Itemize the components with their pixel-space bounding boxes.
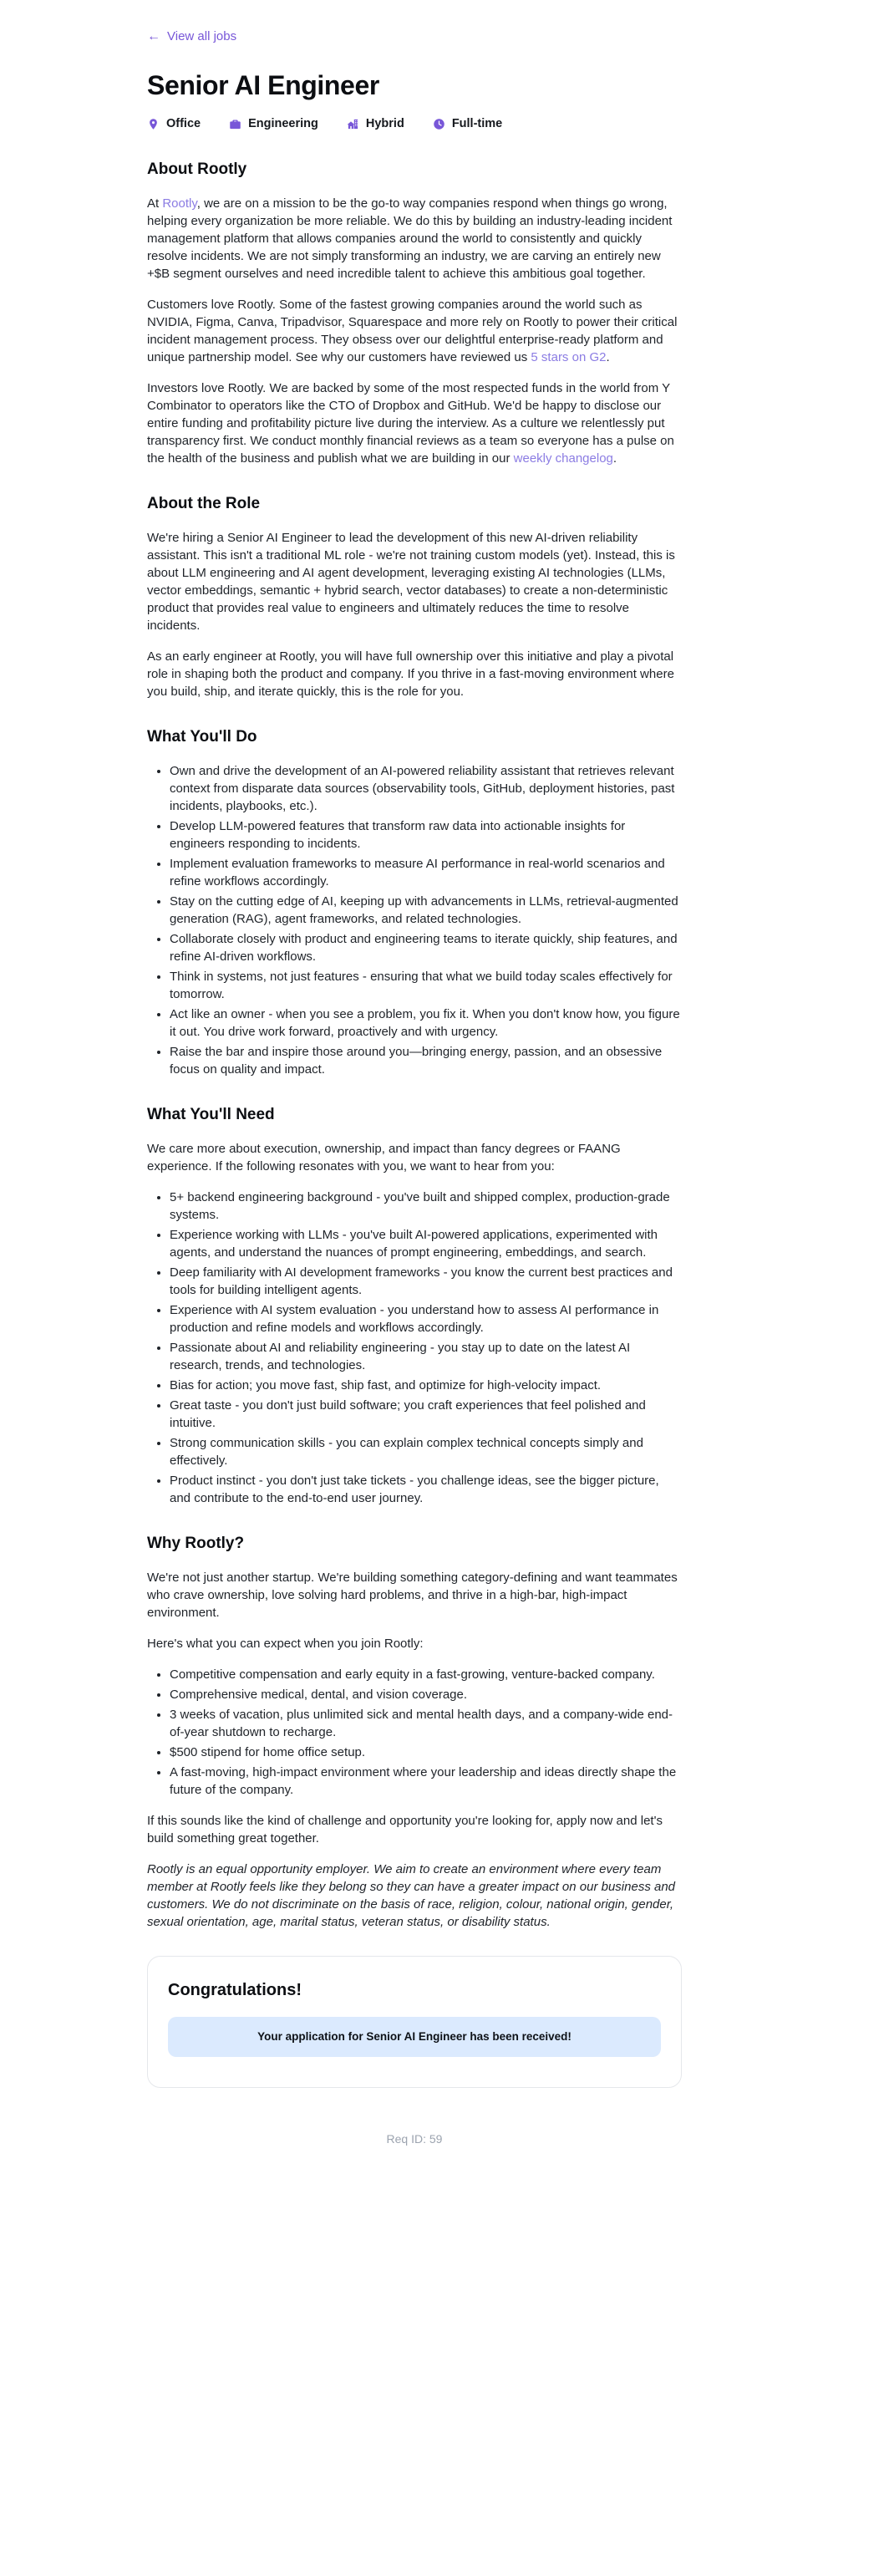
- weekly-changelog-link[interactable]: weekly changelog: [513, 451, 613, 466]
- text-segment: , we are on a mission to be the go-to way companies respond when things go wrong, helping every organization be more reliable. We do this by building an industry-leading incident management platform that allows companies around the world to consistently and quickly resolve incidents. We are not simply transforming an industry, we are carving an entirely new +$B segment ourselves and need incredible talent to achieve this ambitious goal together.: [147, 196, 673, 281]
- what-youll-do-list: [147, 762, 682, 1078]
- list-item: • Raise the bar and inspire those around you—bringing energy, passion, and an obsessive focus on quality and impact.: [170, 1043, 682, 1078]
- view-all-jobs-link[interactable]: [147, 28, 236, 45]
- about-rootly-paragraph-3: [147, 379, 682, 467]
- rootly-link[interactable]: Rootly: [162, 196, 197, 211]
- house-building-icon: [347, 118, 359, 130]
- list-item: • Comprehensive medical, dental, and vision coverage.: [170, 1686, 682, 1703]
- badge-label: Full-time: [451, 117, 503, 130]
- closing-paragraph: If this sounds like the kind of challenge and opportunity you're looking for, apply now and let's build something great together.: [147, 1814, 663, 1845]
- badge-label: Office: [166, 117, 201, 130]
- left-arrow-icon: ←: [147, 28, 160, 43]
- application-received-banner: Your application for Senior AI Engineer has been received!: [168, 2017, 661, 2057]
- text-segment: .: [612, 451, 617, 466]
- badge-location: [147, 115, 201, 133]
- clock-icon: [433, 118, 445, 130]
- text-segment: .: [606, 350, 610, 364]
- section-heading-about-rootly: About Rootly: [147, 160, 247, 178]
- job-meta-badges: [147, 115, 682, 133]
- equal-opportunity-statement: Rootly is an equal opportunity employer. We aim to create an environment where every team member at Rootly feels like they belong so they can have a greater impact on our business and customers. We do not discriminate on the basis of race, religion, colour, national origin, gender, sexual orientation, age, marital status, veteran status, or disability status.: [147, 1862, 676, 1929]
- list-item: • Own and drive the development of an AI-powered reliability assistant that retrieves relevant context from disparate data sources (observability tools, GitHub, deployment histories, past incidents, playbooks, etc.).: [170, 762, 682, 815]
- list-item: • Deep familiarity with AI development frameworks - you know the current best practices and tools for building intelligent agents.: [170, 1264, 682, 1299]
- job-posting-page: [147, 0, 682, 2146]
- list-item: • Implement evaluation frameworks to measure AI performance in real-world scenarios and refine workflows accordingly.: [170, 855, 682, 890]
- list-item: • Product instinct - you don't just take tickets - you challenge ideas, see the bigger picture, and contribute to the end-to-end user journey.: [170, 1472, 682, 1507]
- what-youll-need-list: [147, 1189, 682, 1507]
- congratulations-heading: Congratulations!: [168, 1981, 302, 1999]
- list-item: • Experience working with LLMs - you've built AI-powered applications, experimented with agents, and understand the nuances of prompt engineering, embeddings, and search.: [170, 1226, 682, 1261]
- list-item: • Great taste - you don't just build software; you craft experiences that feel polished and intuitive.: [170, 1397, 682, 1432]
- text-segment: Investors love Rootly. We are backed by some of the most respected funds in the world from Y Combinator to operators like the CTO of Dropbox and GitHub. We'd be happy to disclose our entire funding and profitability picture live during the interview. As a culture we relentlessly put transparency first. We conduct monthly financial reviews as a team so everyone has a pulse on the health of the business and publish what we are building in our: [147, 381, 674, 466]
- text-segment: At: [147, 196, 163, 211]
- section-heading-about-role: About the Role: [147, 495, 261, 512]
- list-item: • Experience with AI system evaluation - you understand how to assess AI performance in production and refine models and workflows accordingly.: [170, 1301, 682, 1336]
- badge-department: [229, 115, 318, 133]
- back-link-label: View all jobs: [167, 29, 237, 43]
- badge-workplace: [347, 115, 404, 133]
- badge-label: Hybrid: [365, 117, 404, 130]
- about-rootly-paragraph-1: [147, 195, 682, 283]
- list-item: • Develop LLM-powered features that transform raw data into actionable insights for engineers responding to incidents.: [170, 817, 682, 853]
- what-youll-need-intro: We care more about execution, ownership, and impact than fancy degrees or FAANG experience. If the following resonates with you, we want to hear from you:: [147, 1142, 621, 1173]
- section-heading-what-youll-do: What You'll Do: [147, 728, 257, 746]
- list-item: • Collaborate closely with product and engineering teams to iterate quickly, ship features, and refine AI-driven workflows.: [170, 930, 682, 965]
- list-item: • 3 weeks of vacation, plus unlimited sick and mental health days, and a company-wide end-of-year shutdown to recharge.: [170, 1706, 682, 1741]
- briefcase-icon: [229, 118, 241, 130]
- list-item: • Act like an owner - when you see a problem, you fix it. When you don't know how, you figure it out. You drive work forward, proactively and with urgency.: [170, 1005, 682, 1041]
- g2-reviews-link[interactable]: 5 stars on G2: [531, 350, 607, 364]
- map-pin-icon: [147, 118, 160, 130]
- about-role-paragraph-2: As an early engineer at Rootly, you will have full ownership over this initiative and play a pivotal role in shaping both the product and company. If you thrive in a fast-moving environment where you build, ship, and iterate quickly, this is the role for you.: [147, 649, 674, 699]
- page-title: Senior AI Engineer: [147, 70, 379, 100]
- list-item: • Passionate about AI and reliability engineering - you stay up to date on the latest AI research, trends, and technologies.: [170, 1339, 682, 1374]
- benefits-list: [147, 1666, 682, 1799]
- why-rootly-paragraph-1: We're not just another startup. We're building something category-defining and want teammates who crave ownership, love solving hard problems, and thrive in a high-bar, high-impact environment.: [147, 1571, 678, 1620]
- list-item: • 5+ backend engineering background - you've built and shipped complex, production-grade systems.: [170, 1189, 682, 1224]
- list-item: • Bias for action; you move fast, ship fast, and optimize for high-velocity impact.: [170, 1377, 682, 1394]
- req-id-label: Req ID: 59: [386, 2132, 443, 2146]
- list-item: • Think in systems, not just features - ensuring that what we build today scales effectively for tomorrow.: [170, 968, 682, 1003]
- about-role-paragraph-1: We're hiring a Senior AI Engineer to lead the development of this new AI-driven reliability assistant. This isn't a traditional ML role - we're not training custom models (yet). Instead, this is about LLM engineering and AI agent development, leveraging existing AI technologies (LLMs, vector embeddings, semantic + hybrid search, vector databases) to create a non-deterministic product that provides real value to engineers and ultimately reduces the time to resolve incidents.: [147, 531, 675, 633]
- list-item: • Strong communication skills - you can explain complex technical concepts simply and effectively.: [170, 1434, 682, 1469]
- list-item: • Competitive compensation and early equity in a fast-growing, venture-backed company.: [170, 1666, 682, 1683]
- application-confirmation-card: [147, 1956, 682, 2088]
- badge-employment-type: [433, 115, 502, 133]
- why-rootly-paragraph-2: Here's what you can expect when you join Rootly:: [147, 1637, 424, 1651]
- section-heading-what-youll-need: What You'll Need: [147, 1106, 275, 1123]
- section-heading-why-rootly: Why Rootly?: [147, 1535, 245, 1552]
- about-rootly-paragraph-2: [147, 296, 682, 366]
- list-item: • Stay on the cutting edge of AI, keeping up with advancements in LLMs, retrieval-augmented generation (RAG), agent frameworks, and related technologies.: [170, 893, 682, 928]
- badge-label: Engineering: [248, 117, 318, 130]
- list-item: • A fast-moving, high-impact environment where your leadership and ideas directly shape the future of the company.: [170, 1764, 682, 1799]
- list-item: • $500 stipend for home office setup.: [170, 1744, 682, 1761]
- text-segment: Customers love Rootly. Some of the fastest growing companies around the world such as NVIDIA, Figma, Canva, Tripadvisor, Squarespace and more rely on Rootly to power their critical incident management process. They obsess over our delightful enterprise-ready platform and unique partnership model. See why our customers have reviewed us: [147, 298, 678, 364]
